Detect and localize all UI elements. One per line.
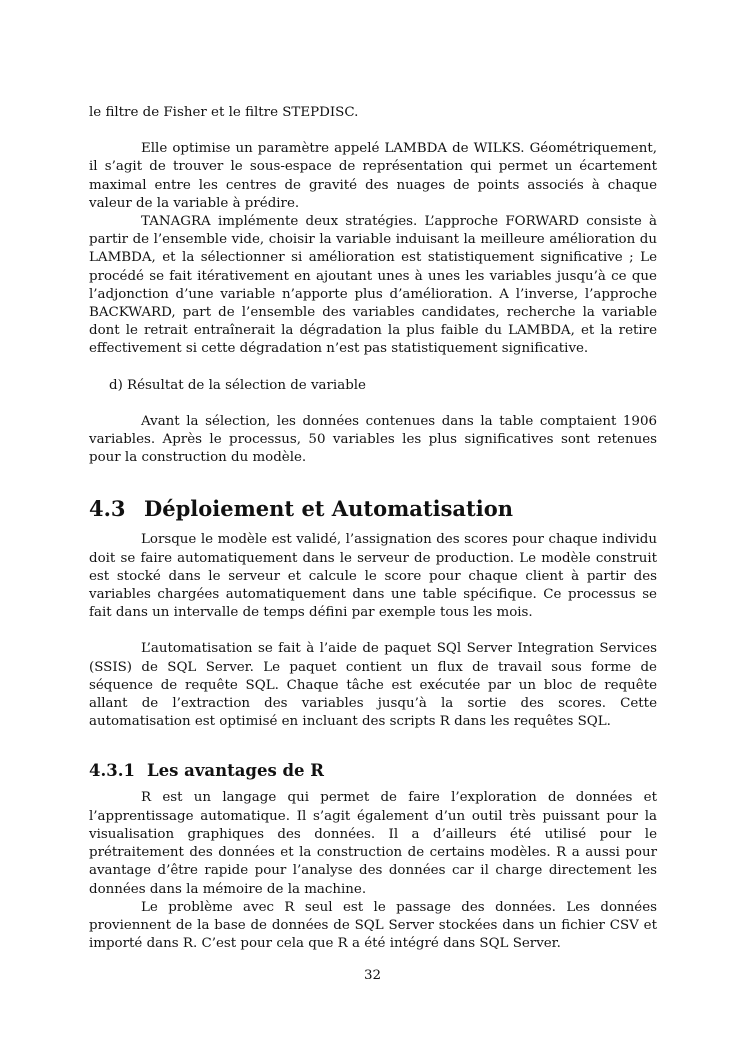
section-title: Déploiement et Automatisation: [144, 496, 513, 522]
page-body: [89, 104, 657, 953]
paragraph-r-problem: Le problème avec R seul est le passage des données. Les données proviennent de la base de données de SQL Server stockées dans un fichier CSV et importé dans R. C’est pour cela que R a été intégré dans SQL Server.: [89, 899, 657, 952]
paragraph-selection-result: Avant la sélection, les données contenues dans la table comptaient 1906 variables. Après le processus, 50 variables les plus significatives sont retenues pour la construction du modèle.: [89, 413, 657, 466]
paragraph-lambda-wilks: Elle optimise un paramètre appelé LAMBDA de WILKS. Géométriquement, il s’agit de trouver le sous-espace de représentation qui permet un écartement maximal entre les centres de gravité des nuages de points associés à chaque valeur de la variable à prédire.: [89, 141, 657, 211]
list-item-d: d) Résultat de la sélection de variable: [109, 377, 366, 393]
subsection-number: 4.3.1: [89, 761, 135, 781]
section-heading: [89, 497, 657, 521]
section-number: 4.3: [89, 496, 126, 522]
paragraph-r-advantages: R est un langage qui permet de faire l’exploration de données et l’apprentissage automatique. Il s’agit également d’un outil très puissant pour la visualisation graphiques des données. Il a d’ailleurs été utilisé pour le prétraitement des données et la construction de certains modèles. R a aussi pour avantage d’être rapide pour l’analyse des données car il charge directement les données dans la mémoire de la machine.: [89, 790, 657, 897]
paragraph-continuation: le filtre de Fisher et le filtre STEPDISC.: [89, 105, 359, 120]
paragraph-deployment: Lorsque le modèle est validé, l’assignation des scores pour chaque individu doit se faire automatiquement dans le serveur de production. Le modèle construit est stocké dans le serveur et calcule le score pour chaque client à partir des variables chargées automatiquement dans une table spécifique. Ce processus se fait dans un intervalle de temps défini par exemple tous les mois.: [89, 532, 657, 621]
page-number: 32: [363, 968, 382, 983]
subsection-title: Les avantages de R: [147, 761, 324, 781]
subsection-heading: [89, 761, 657, 781]
paragraph-tanagra-strategies: TANAGRA implémente deux stratégies. L’approche FORWARD consiste à partir de l’ensemble vide, choisir la variable induisant la meilleure amélioration du LAMBDA, et la sélectionner si amélioration est statistiquement significative ; Le procédé se fait itérativement en ajoutant unes à unes les variables jusqu’à ce que l’adjonction d’une variable n’apporte plus d’amélioration. A l’inverse, l’approche BACKWARD, part de l’ensemble des variables candidates, recherche la variable dont le retrait entraînerait la dégradation la plus faible du LAMBDA, et la retire effectivement si cette dégradation n’est pas statistiquement significative.: [89, 214, 657, 357]
paragraph-automation: L’automatisation se fait à l’aide de paquet SQl Server Integration Services (SSIS) de SQL Server. Le paquet contient un flux de travail sous forme de séquence de requête SQL. Chaque tâche est exécutée par un bloc de requête allant de l’extraction des variables jusqu’à la sortie des scores. Cette automatisation est optimisé en incluant des scripts R dans les requêtes SQL.: [89, 641, 657, 730]
